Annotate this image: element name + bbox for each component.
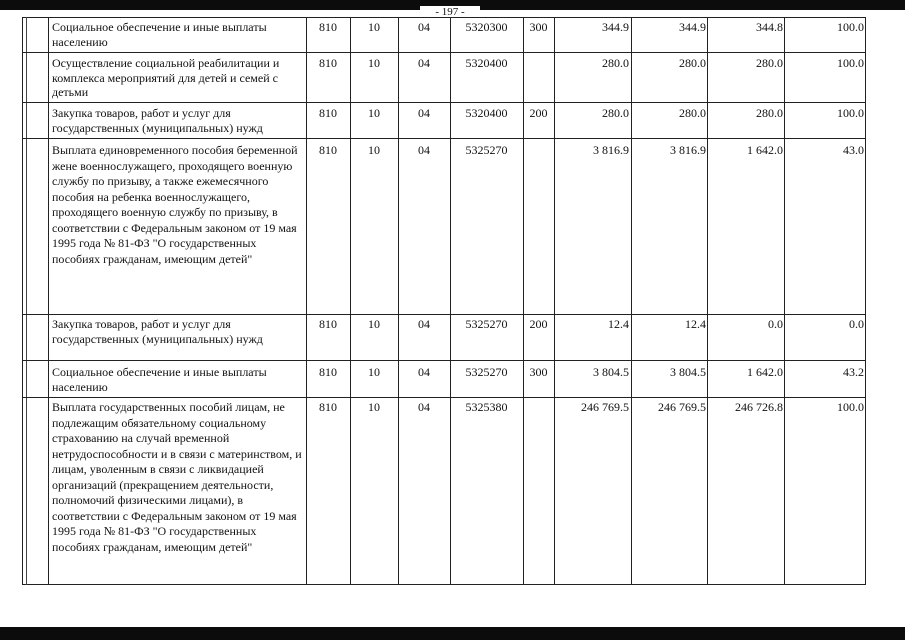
percent-value: 100.0	[837, 400, 864, 414]
target-code: 5325270	[465, 365, 508, 379]
expense-type-code: 200	[529, 106, 548, 120]
row-name: Социальное обеспечение и иные выплаты населению	[52, 365, 267, 394]
ministry-code: 810	[319, 106, 337, 120]
target-code: 5325270	[465, 317, 508, 331]
section-code: 10	[368, 56, 380, 70]
executed-value: 280.0	[756, 56, 783, 70]
executed-value: 0.0	[768, 317, 783, 331]
plan-value: 3 816.9	[593, 143, 629, 157]
percent-value: 0.0	[849, 317, 864, 331]
subsection-code: 04	[418, 56, 430, 70]
executed-value: 246 726.8	[735, 400, 783, 414]
section-code: 10	[368, 143, 380, 157]
row-name: Выплата единовременного пособия беременной жене военнослужащего, проходящего военную службу по призыву, а также ежемесячного пособия на ребенка военнослужащего, проходящего военную службу по призыву, в соответствии с Федеральным законом от 19 мая 1995 года № 81-ФЗ "О государственных пособиях гражданам, имеющим детей"	[52, 143, 298, 266]
row-divider	[22, 102, 866, 103]
target-code: 5320400	[465, 56, 508, 70]
row-divider	[22, 360, 866, 361]
target-code: 5320300	[465, 20, 508, 34]
row-name: Выплата государственных пособий лицам, не подлежащим обязательному социальному страхованию на случай временной нетрудоспособности и в связи с материнством, и лицам, уволенным в связи с ликвидацией организаций (прекращением деятельности, полномочий физическими лицами), в соответствии с Федеральным законом от 19 мая 1995 года № 81-ФЗ "О государственных пособиях гражданам, имеющим детей"	[52, 400, 302, 554]
row-divider	[22, 397, 866, 398]
clarified-value: 246 769.5	[658, 400, 706, 414]
row-divider	[22, 314, 866, 315]
executed-value: 1 642.0	[747, 143, 783, 157]
ministry-code: 810	[319, 400, 337, 414]
target-code: 5320400	[465, 106, 508, 120]
section-code: 10	[368, 400, 380, 414]
row-name: Осуществление социальной реабилитации и комплекса мероприятий для детей и семей с детьми	[52, 56, 280, 99]
percent-value: 43.0	[843, 143, 864, 157]
clarified-value: 280.0	[679, 56, 706, 70]
ministry-code: 810	[319, 20, 337, 34]
clarified-value: 344.9	[679, 20, 706, 34]
plan-value: 344.9	[602, 20, 629, 34]
subsection-code: 04	[418, 400, 430, 414]
scan-bottom-border	[0, 627, 905, 640]
expense-type-code: 300	[529, 365, 548, 379]
target-code: 5325270	[465, 143, 508, 157]
expense-type-code: 200	[529, 317, 548, 331]
section-code: 10	[368, 365, 380, 379]
row-name: Закупка товаров, работ и услуг для государственных (муниципальных) нужд	[52, 106, 263, 135]
clarified-value: 12.4	[685, 317, 706, 331]
subsection-code: 04	[418, 365, 430, 379]
clarified-value: 3 804.5	[670, 365, 706, 379]
subsection-code: 04	[418, 317, 430, 331]
scan-right-margin	[893, 10, 905, 627]
row-name: Закупка товаров, работ и услуг для государственных (муниципальных) нужд	[52, 317, 263, 346]
clarified-value: 3 816.9	[670, 143, 706, 157]
target-code: 5325380	[465, 400, 508, 414]
plan-value: 280.0	[602, 56, 629, 70]
section-code: 10	[368, 317, 380, 331]
percent-value: 100.0	[837, 106, 864, 120]
plan-value: 246 769.5	[581, 400, 629, 414]
executed-value: 1 642.0	[747, 365, 783, 379]
row-divider	[22, 138, 866, 139]
section-code: 10	[368, 106, 380, 120]
section-code: 10	[368, 20, 380, 34]
row-name: Социальное обеспечение и иные выплаты населению	[52, 20, 267, 49]
ministry-code: 810	[319, 143, 337, 157]
ministry-code: 810	[319, 317, 337, 331]
page-number: - 197 -	[420, 6, 480, 18]
executed-value: 280.0	[756, 106, 783, 120]
executed-value: 344.8	[756, 20, 783, 34]
percent-value: 100.0	[837, 20, 864, 34]
plan-value: 280.0	[602, 106, 629, 120]
plan-value: 3 804.5	[593, 365, 629, 379]
row-divider	[22, 52, 866, 53]
plan-value: 12.4	[608, 317, 629, 331]
expense-type-code: 300	[529, 20, 548, 34]
subsection-code: 04	[418, 106, 430, 120]
subsection-code: 04	[418, 20, 430, 34]
ministry-code: 810	[319, 56, 337, 70]
ministry-code: 810	[319, 365, 337, 379]
clarified-value: 280.0	[679, 106, 706, 120]
subsection-code: 04	[418, 143, 430, 157]
percent-value: 43.2	[843, 365, 864, 379]
percent-value: 100.0	[837, 56, 864, 70]
